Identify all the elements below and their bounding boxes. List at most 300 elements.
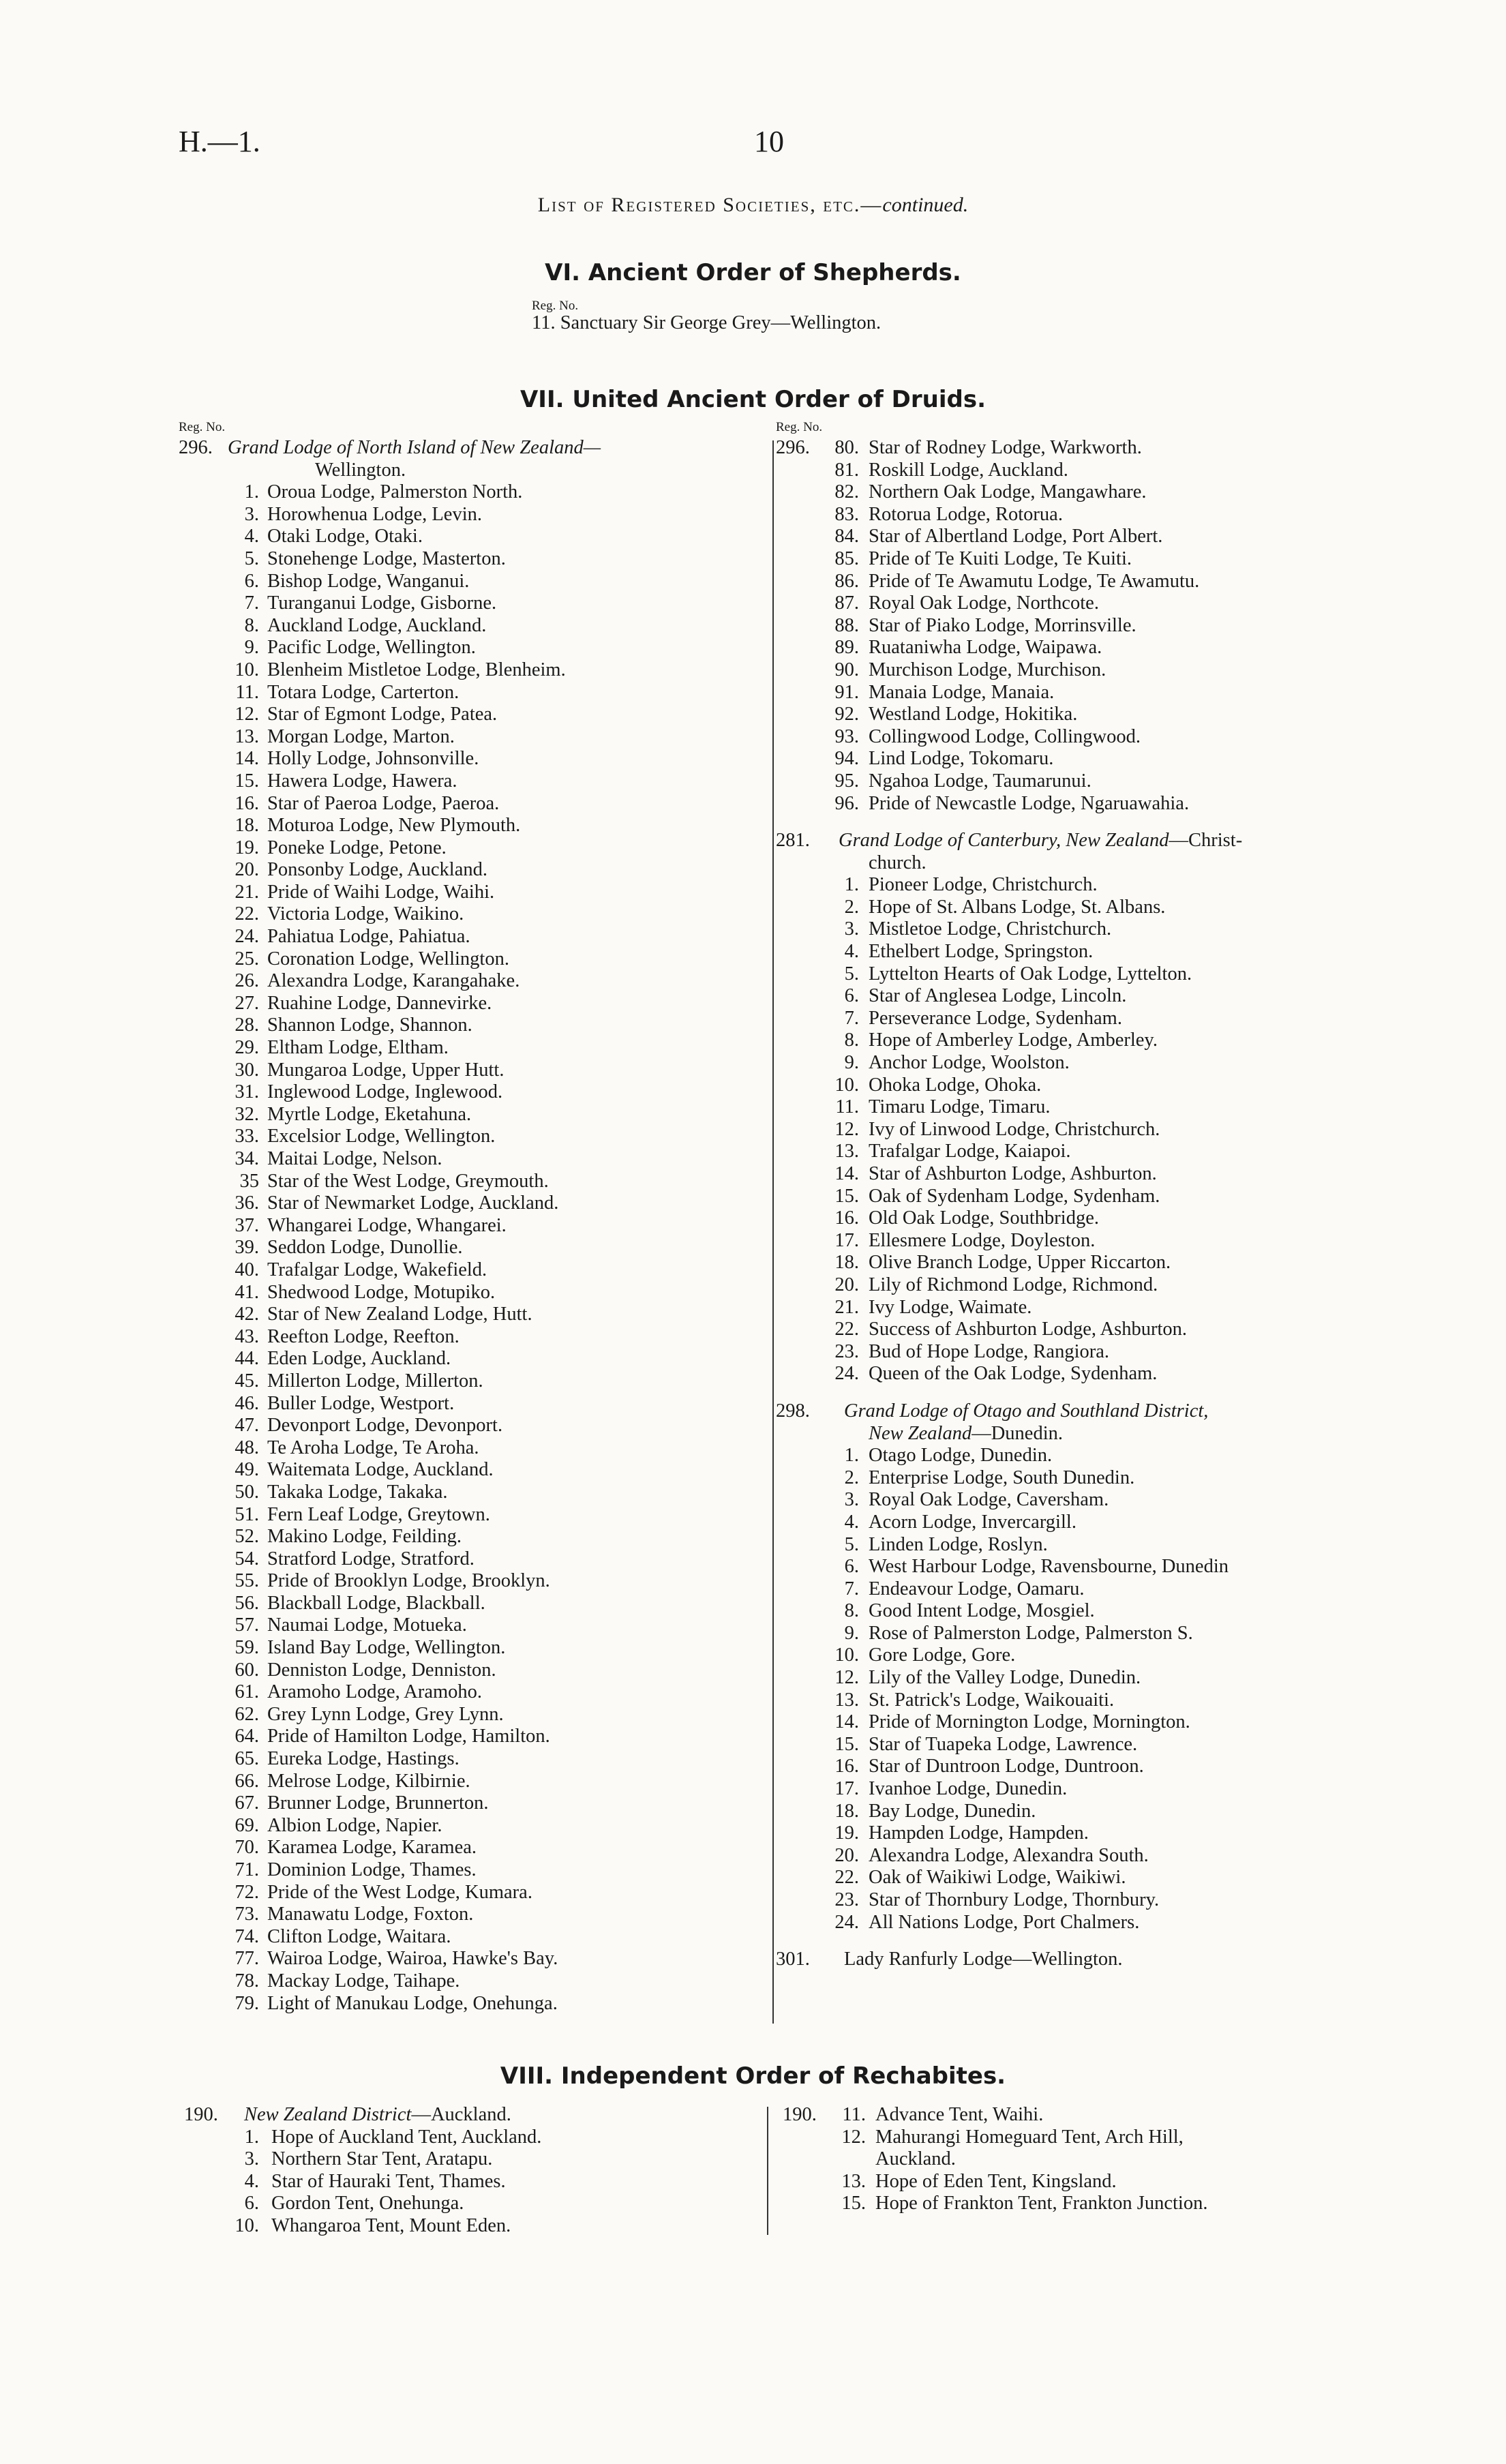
- tent-name: Star of Hauraki Tent, Thames.: [271, 2170, 506, 2192]
- tent-number: 10.: [235, 2214, 259, 2236]
- reg-number: 296.: [776, 437, 810, 458]
- list-item: [179, 637, 765, 659]
- list-item: [776, 748, 1362, 770]
- lodge-number: 22.: [834, 1867, 859, 1889]
- lodge-name: Dominion Lodge, Thames.: [267, 1859, 477, 1880]
- lodge-name: Mungaroa Lodge, Upper Hutt.: [267, 1059, 504, 1081]
- list-item: [179, 1748, 765, 1771]
- lodge-name: Buller Lodge, Westport.: [267, 1392, 455, 1414]
- district-heading: [184, 2104, 757, 2127]
- lodge-number: 13.: [834, 1141, 859, 1162]
- lodge-number: 16.: [834, 1756, 859, 1777]
- lodge-name: Light of Manukau Lodge, Onehunga.: [267, 1992, 558, 2014]
- lodge-name: Holly Lodge, Johnsonville.: [267, 748, 479, 770]
- lodge-name: Bay Lodge, Dunedin.: [869, 1800, 1036, 1822]
- lodge-name: Queen of the Oak Lodge, Sydenham.: [869, 1363, 1158, 1385]
- list-item: [776, 1734, 1362, 1756]
- lodge-number: 4.: [244, 526, 259, 547]
- grand-lodge-name: Grand Lodge of Canterbury, New Zealand: [839, 830, 1169, 852]
- lodge-name: Pacific Lodge, Wellington.: [267, 637, 476, 659]
- section-vii-title: VII. United Ancient Order of Druids.: [519, 386, 986, 413]
- list-item: [776, 941, 1362, 963]
- lodge-number: 34.: [235, 1148, 259, 1169]
- lodge-number: 73.: [235, 1904, 259, 1925]
- lodge-number: 26.: [235, 970, 259, 992]
- lodge-number: 82.: [834, 481, 859, 503]
- list-item: [179, 882, 765, 904]
- list-item: [179, 1926, 765, 1949]
- lodge-number: 37.: [235, 1214, 259, 1236]
- grand-lodge-location: —Dunedin.: [972, 1422, 1063, 1444]
- list-item: [776, 526, 1362, 548]
- list-item: [179, 1237, 765, 1259]
- lodge-number: 81.: [834, 459, 859, 481]
- lodge-number: 57.: [235, 1614, 259, 1636]
- list-item: [179, 1570, 765, 1593]
- list-item: [776, 637, 1362, 659]
- lodge-name: Mackay Lodge, Taihape.: [267, 1970, 460, 1992]
- lodge-number: 14.: [834, 1711, 859, 1733]
- list-title: [0, 194, 1506, 217]
- list-item: [179, 1326, 765, 1349]
- lodge-name: Melrose Lodge, Kilbirnie.: [267, 1770, 470, 1792]
- lodge-name: Manawatu Lodge, Foxton.: [267, 1904, 474, 1925]
- lodge-name: Maitai Lodge, Nelson.: [267, 1148, 442, 1169]
- lodge-name: Seddon Lodge, Dunollie.: [267, 1237, 463, 1259]
- tent-number: 6.: [244, 2193, 259, 2214]
- lodge-name: Good Intent Lodge, Mosgiel.: [869, 1600, 1095, 1622]
- tent-number: 13.: [841, 2170, 866, 2192]
- lodge-number: 2.: [844, 1467, 859, 1488]
- list-item: [776, 1578, 1362, 1601]
- lodge-name: Rotorua Lodge, Rotorua.: [869, 503, 1063, 525]
- lodge-number: 35: [239, 1170, 259, 1192]
- reg-number: 301.: [776, 1949, 810, 1970]
- section-vii-reg-label-left: Reg. No.: [179, 420, 226, 434]
- lodge-number: 13.: [235, 725, 259, 747]
- lodge-name: Star of Albertland Lodge, Port Albert.: [869, 526, 1163, 547]
- list-item: [776, 1141, 1362, 1163]
- list-item: [776, 1052, 1362, 1075]
- lodge-number: 3.: [844, 918, 859, 940]
- lodge-number: 39.: [235, 1237, 259, 1259]
- lodge-number: 25.: [235, 948, 259, 970]
- grand-lodge-location: —Christ-: [1169, 830, 1243, 852]
- page-code: H.—1.: [179, 125, 260, 158]
- list-item: [776, 1949, 1362, 1971]
- lodge-name: Star of Piako Lodge, Morrinsville.: [869, 614, 1136, 636]
- list-item: [179, 1948, 765, 1970]
- lodge-name: Timaru Lodge, Timaru.: [869, 1096, 1051, 1118]
- list-item: [179, 1659, 765, 1682]
- lodge-name: Hawera Lodge, Hawera.: [267, 770, 457, 792]
- list-item: [179, 1060, 765, 1082]
- lodge-name: Star of New Zealand Lodge, Hutt.: [267, 1304, 532, 1325]
- lodge-name: Ivy Lodge, Waimate.: [869, 1296, 1032, 1318]
- list-item: [776, 1867, 1362, 1889]
- lodge-number: 5.: [844, 1533, 859, 1555]
- lodge-name: Totara Lodge, Carterton.: [267, 681, 460, 703]
- reg-number: 190.: [783, 2104, 817, 2125]
- lodge-number: 20.: [834, 1274, 859, 1295]
- lodge-name: Pride of Brooklyn Lodge, Brooklyn.: [267, 1570, 550, 1592]
- section-vi-reg-label: Reg. No.: [532, 299, 579, 313]
- lodge-name: Takaka Lodge, Takaka.: [267, 1481, 448, 1503]
- lodge-name: Whangarei Lodge, Whangarei.: [267, 1214, 507, 1236]
- lodge-name: Star of Rodney Lodge, Warkworth.: [869, 437, 1142, 458]
- list-item: [179, 1637, 765, 1659]
- lodge-number: 83.: [834, 503, 859, 525]
- lodge-number: 15.: [834, 1733, 859, 1755]
- list-item: [179, 571, 765, 593]
- list-item: [179, 1148, 765, 1171]
- list-item: [179, 1504, 765, 1527]
- lodge-number: 66.: [235, 1770, 259, 1792]
- lodge-number: 14.: [834, 1163, 859, 1184]
- lodge-number: 40.: [235, 1259, 259, 1280]
- list-item: [179, 682, 765, 704]
- lodge-name: Ivanhoe Lodge, Dunedin.: [869, 1778, 1068, 1800]
- lodge-number: 56.: [235, 1592, 259, 1614]
- list-item: [783, 2193, 1369, 2215]
- list-item: [179, 1837, 765, 1859]
- lodge-name: Star of Anglesea Lodge, Lincoln.: [869, 985, 1127, 1007]
- lodge-number: 24.: [834, 1363, 859, 1385]
- lodge-number: 16.: [834, 1207, 859, 1229]
- list-item: [776, 1756, 1362, 1778]
- lodge-number: 18.: [235, 815, 259, 837]
- lodge-name: Brunner Lodge, Brunnerton.: [267, 1792, 489, 1814]
- grand-lodge-location-cont: church.: [869, 852, 927, 873]
- tent-name: Gordon Tent, Onehunga.: [271, 2193, 464, 2214]
- list-item: [776, 1030, 1362, 1052]
- lodge-number: 18.: [834, 1800, 859, 1822]
- list-item: [776, 874, 1362, 897]
- lodge-number: 23.: [834, 1889, 859, 1910]
- column-divider: [772, 440, 774, 2024]
- tent-number: 3.: [244, 2148, 259, 2170]
- lodge-name: Ruahine Lodge, Dannevirke.: [267, 992, 492, 1014]
- tent-number: 11.: [842, 2104, 866, 2125]
- lodge-name: Ohoka Lodge, Ohoka.: [869, 1074, 1042, 1096]
- list-item: [776, 1889, 1362, 1912]
- lodge-name: Bud of Hope Lodge, Rangiora.: [869, 1340, 1110, 1362]
- section-vii-right-column: [776, 437, 1362, 1971]
- lodge-name: Hope of St. Albans Lodge, St. Albans.: [869, 896, 1166, 918]
- lodge-number: 11.: [235, 681, 259, 703]
- lodge-name: Enterprise Lodge, South Dunedin.: [869, 1467, 1135, 1488]
- lodge-number: 4.: [844, 1511, 859, 1533]
- list-item: [179, 1037, 765, 1060]
- list-item: [179, 970, 765, 993]
- lodge-name: Grey Lynn Lodge, Grey Lynn.: [267, 1703, 504, 1725]
- list-item: [776, 1230, 1362, 1252]
- list-item: [776, 1096, 1362, 1119]
- lodge-number: 9.: [844, 1052, 859, 1074]
- lodge-number: 7.: [844, 1007, 859, 1029]
- list-item: [776, 1319, 1362, 1341]
- district-location: —Auckland.: [411, 2104, 511, 2125]
- lodge-number: 69.: [235, 1814, 259, 1836]
- lodge-number: 11.: [835, 1096, 859, 1118]
- list-item: [179, 1681, 765, 1704]
- list-item: [179, 1348, 765, 1370]
- section-vii-reg-label-right: Reg. No.: [776, 420, 823, 434]
- tent-number: 1.: [244, 2126, 259, 2148]
- lodge-name: Star of Paeroa Lodge, Paeroa.: [267, 792, 500, 814]
- lodge-number: 46.: [235, 1392, 259, 1414]
- lodge-number: 10.: [834, 1074, 859, 1096]
- lodge-number: 48.: [235, 1437, 259, 1458]
- grand-lodge-heading-cont: [179, 460, 765, 482]
- list-item: [179, 1259, 765, 1282]
- lodge-name: Olive Branch Lodge, Upper Riccarton.: [869, 1252, 1171, 1274]
- lodge-number: 43.: [235, 1325, 259, 1347]
- lodge-name: Ellesmere Lodge, Doyleston.: [869, 1229, 1096, 1251]
- lodge-name: Star of Ashburton Lodge, Ashburton.: [869, 1163, 1157, 1184]
- lodge-name: Excelsior Lodge, Wellington.: [267, 1126, 496, 1147]
- lodge-number: 6.: [844, 1556, 859, 1578]
- lodge-name: Endeavour Lodge, Oamaru.: [869, 1578, 1085, 1599]
- lodge-number: 49.: [235, 1459, 259, 1481]
- lodge-number: 67.: [235, 1792, 259, 1814]
- list-item: [776, 1341, 1362, 1364]
- tent-name: Auckland.: [875, 2148, 956, 2170]
- lodge-name: Star of Tuapeka Lodge, Lawrence.: [869, 1733, 1138, 1755]
- list-item: [179, 1482, 765, 1504]
- lodge-name: Bishop Lodge, Wanganui.: [267, 570, 470, 592]
- list-item: [179, 1815, 765, 1837]
- list-item: [783, 2127, 1369, 2149]
- lodge-name: Oak of Waikiwi Lodge, Waikiwi.: [869, 1867, 1126, 1889]
- lodge-name: Pahiatua Lodge, Pahiatua.: [267, 926, 470, 948]
- list-item: [179, 1726, 765, 1748]
- lodge-number: 5.: [244, 547, 259, 569]
- lodge-name: Myrtle Lodge, Eketahuna.: [267, 1103, 472, 1125]
- list-item: [776, 1075, 1362, 1097]
- list-item: [776, 1512, 1362, 1534]
- lodge-name: Pride of Te Awamutu Lodge, Te Awamutu.: [869, 570, 1200, 592]
- grand-lodge-location: Wellington.: [315, 459, 406, 481]
- lodge-number: 55.: [235, 1570, 259, 1592]
- lodge-number: 59.: [235, 1637, 259, 1659]
- lodge-name: Victoria Lodge, Waikino.: [267, 903, 464, 925]
- page-number: 10: [754, 125, 784, 158]
- list-item: [179, 704, 765, 726]
- lodge-number: 15.: [834, 1185, 859, 1207]
- lodge-number: 30.: [235, 1059, 259, 1081]
- list-item: [179, 1792, 765, 1815]
- lodge-name: Royal Oak Lodge, Northcote.: [869, 592, 1099, 614]
- list-item: [776, 1467, 1362, 1490]
- grand-lodge-heading-cont: [776, 1423, 1362, 1445]
- lodge-name: Pride of Waihi Lodge, Waihi.: [267, 881, 495, 903]
- list-item: [776, 1912, 1362, 1934]
- list-item: [776, 1274, 1362, 1297]
- list-item: [179, 1771, 765, 1793]
- lodge-number: 24.: [235, 926, 259, 948]
- lodge-name: Pride of Mornington Lodge, Mornington.: [869, 1711, 1190, 1733]
- list-item: [179, 1215, 765, 1237]
- lodge-name: Anchor Lodge, Woolston.: [869, 1052, 1070, 1074]
- lodge-number: 78.: [235, 1970, 259, 1992]
- grand-lodge-name-cont: New Zealand: [869, 1422, 972, 1444]
- lodge-number: 62.: [235, 1703, 259, 1725]
- lodge-name: Stratford Lodge, Stratford.: [267, 1548, 475, 1569]
- lodge-number: 89.: [834, 637, 859, 659]
- lodge-name: Fern Leaf Lodge, Greytown.: [267, 1503, 490, 1525]
- list-item: [179, 948, 765, 971]
- lodge-name: Oroua Lodge, Palmerston North.: [267, 481, 523, 503]
- list-item: [783, 2104, 1369, 2127]
- lodge-name: Denniston Lodge, Denniston.: [267, 1659, 496, 1681]
- tent-name: Northern Star Tent, Aratapu.: [271, 2148, 493, 2170]
- lodge-number: 3.: [844, 1489, 859, 1511]
- lodge-name: Success of Ashburton Lodge, Ashburton.: [869, 1319, 1188, 1340]
- lodge-name: Island Bay Lodge, Wellington.: [267, 1637, 506, 1659]
- list-item: [783, 2171, 1369, 2193]
- grand-lodge-heading-cont: [776, 852, 1362, 875]
- lodge-number: 24.: [834, 1911, 859, 1933]
- list-item: [179, 548, 765, 571]
- list-item: [179, 1526, 765, 1548]
- section-vi-title: VI. Ancient Order of Shepherds.: [545, 259, 961, 286]
- lodge-number: 10.: [235, 659, 259, 680]
- lodge-name: Trafalgar Lodge, Kaiapoi.: [869, 1141, 1071, 1162]
- lodge-number: 93.: [834, 725, 859, 747]
- lodge-name: Old Oak Lodge, Southbridge.: [869, 1207, 1099, 1229]
- lodge-name: Ethelbert Lodge, Springston.: [869, 941, 1094, 963]
- list-item: [179, 1548, 765, 1571]
- grand-lodge-name: Grand Lodge of Otago and Southland District,: [844, 1400, 1209, 1422]
- district-name: New Zealand District: [244, 2104, 412, 2125]
- list-item: [776, 1489, 1362, 1512]
- lodge-name: Collingwood Lodge, Collingwood.: [869, 725, 1141, 747]
- list-item: [776, 985, 1362, 1008]
- lodge-name: Pride of Newcastle Lodge, Ngaruawahia.: [869, 792, 1190, 814]
- lodge-name: Oak of Sydenham Lodge, Sydenham.: [869, 1185, 1160, 1207]
- lodge-number: 94.: [834, 748, 859, 770]
- list-item: [179, 504, 765, 526]
- list-item: [179, 903, 765, 926]
- list-item: [179, 770, 765, 793]
- reg-number: 298.: [776, 1400, 810, 1422]
- list-item: [776, 460, 1362, 482]
- lodge-name: Blackball Lodge, Blackball.: [267, 1592, 485, 1614]
- section-vii-left-column: [179, 437, 765, 2015]
- list-item: [776, 571, 1362, 593]
- lodge-number: 36.: [235, 1192, 259, 1214]
- lodge-number: 87.: [834, 592, 859, 614]
- lodge-name: Ngahoa Lodge, Taumarunui.: [869, 770, 1091, 792]
- grand-lodge-heading: [776, 1400, 1362, 1423]
- lodge-name: Murchison Lodge, Murchison.: [869, 659, 1106, 680]
- lodge-number: 70.: [235, 1837, 259, 1859]
- lodge-name: Ruataniwha Lodge, Waipawa.: [869, 637, 1102, 659]
- lodge-number: 8.: [844, 1030, 859, 1051]
- lodge-name: Mistletoe Lodge, Christchurch.: [869, 918, 1112, 940]
- lodge-name: Shannon Lodge, Shannon.: [267, 1015, 472, 1036]
- lodge-number: 65.: [235, 1748, 259, 1770]
- lodge-name: Lyttelton Hearts of Oak Lodge, Lyttelton.: [869, 963, 1192, 985]
- list-item: [179, 815, 765, 837]
- list-item: [776, 504, 1362, 526]
- section-viii-right-column: [783, 2104, 1369, 2215]
- list-item: [179, 1304, 765, 1326]
- list-item: [184, 2127, 757, 2149]
- list-item: [179, 615, 765, 637]
- lodge-name: Rose of Palmerston Lodge, Palmerston S.: [869, 1622, 1193, 1644]
- lodge-name: West Harbour Lodge, Ravensbourne, Dunedin: [869, 1556, 1229, 1578]
- reg-number: 190.: [184, 2104, 218, 2125]
- lodge-name: Blenheim Mistletoe Lodge, Blenheim.: [267, 659, 566, 680]
- lodge-number: 77.: [235, 1948, 259, 1970]
- lodge-number: 19.: [235, 837, 259, 858]
- list-item: [179, 1415, 765, 1437]
- lodge-name: Moturoa Lodge, New Plymouth.: [267, 815, 521, 837]
- list-item: [776, 1711, 1362, 1734]
- list-item: [179, 726, 765, 749]
- lodge-number: 84.: [834, 526, 859, 547]
- lodge-name: Pride of Hamilton Lodge, Hamilton.: [267, 1726, 550, 1747]
- list-item: [184, 2193, 757, 2215]
- lodge-name: Eden Lodge, Auckland.: [267, 1348, 451, 1370]
- lodge-number: 23.: [834, 1340, 859, 1362]
- lodge-number: 8.: [244, 614, 259, 636]
- lodge-number: 91.: [834, 681, 859, 703]
- list-item: [776, 1689, 1362, 1712]
- list-item: [179, 1282, 765, 1304]
- lodge-number: 1.: [844, 874, 859, 896]
- lodge-name: Coronation Lodge, Wellington.: [267, 948, 509, 970]
- lodge-name: Perseverance Lodge, Sydenham.: [869, 1007, 1122, 1029]
- lodge-number: 17.: [834, 1229, 859, 1251]
- lodge-name: Otago Lodge, Dunedin.: [869, 1445, 1053, 1467]
- lodge-name: Star of Thornbury Lodge, Thornbury.: [869, 1889, 1160, 1910]
- lodge-number: 50.: [235, 1481, 259, 1503]
- lodge-name: Star of Newmarket Lodge, Auckland.: [267, 1192, 559, 1214]
- list-item: [776, 682, 1362, 704]
- lodge-number: 17.: [834, 1778, 859, 1800]
- list-item: [179, 1459, 765, 1482]
- list-item: [776, 1297, 1362, 1319]
- lodge-number: 20.: [235, 859, 259, 881]
- lodge-number: 64.: [235, 1726, 259, 1747]
- list-item: [783, 2148, 1369, 2171]
- lodge-number: 5.: [844, 963, 859, 985]
- list-item: [776, 1623, 1362, 1645]
- list-item: [776, 659, 1362, 682]
- list-item: [776, 770, 1362, 793]
- lodge-number: 31.: [235, 1081, 259, 1103]
- list-item: [179, 859, 765, 882]
- list-item: [179, 1081, 765, 1104]
- lodge-name: Pride of the West Lodge, Kumara.: [267, 1881, 532, 1903]
- lodge-name: Pioneer Lodge, Christchurch.: [869, 874, 1098, 896]
- lodge-number: 7.: [244, 592, 259, 614]
- lodge-name: Te Aroha Lodge, Te Aroha.: [267, 1437, 479, 1458]
- list-item: [179, 1370, 765, 1393]
- lodge-name: Makino Lodge, Feilding.: [267, 1526, 462, 1548]
- list-item: [179, 993, 765, 1015]
- lodge-number: 96.: [834, 792, 859, 814]
- lodge-number: 52.: [235, 1526, 259, 1548]
- lodge-number: 1.: [244, 481, 259, 503]
- list-item: [179, 1970, 765, 1993]
- list-item: [184, 2215, 757, 2238]
- section-viii-left-column: [184, 2104, 757, 2238]
- lodge-name: Alexandra Lodge, Karangahake.: [267, 970, 520, 992]
